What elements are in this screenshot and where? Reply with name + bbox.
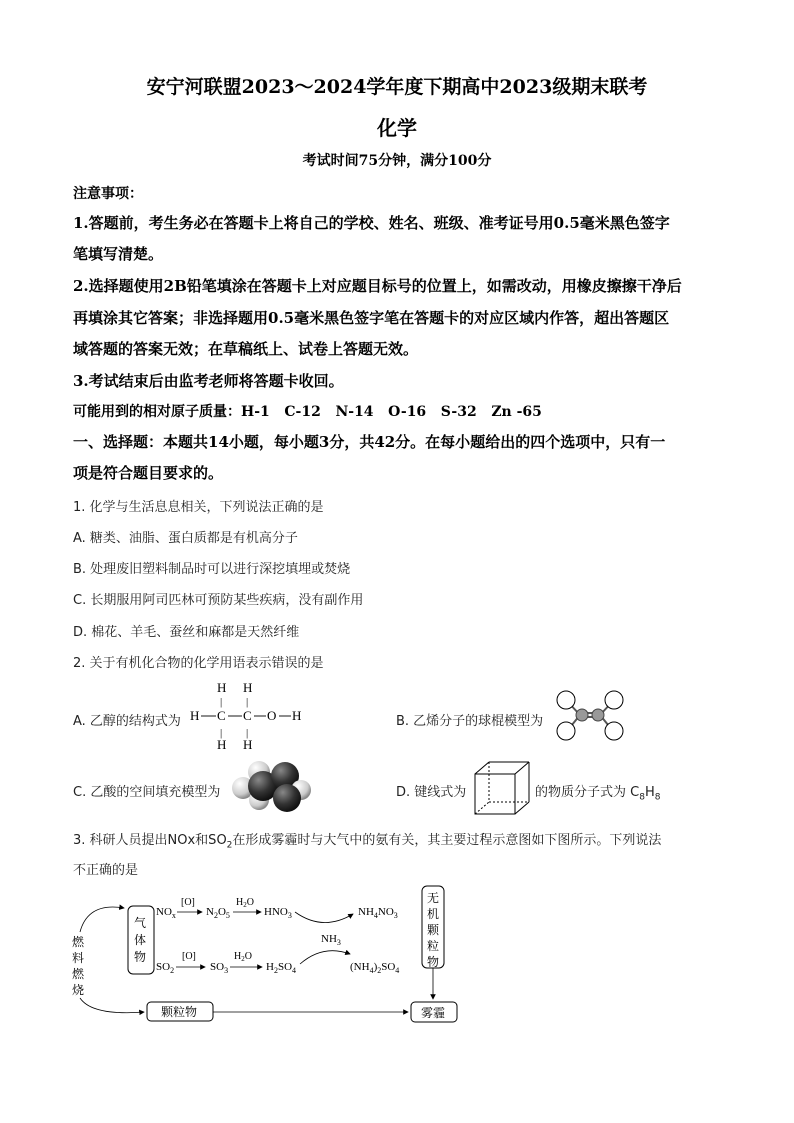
section1-heading-cont: 项是符合题目要求的。 xyxy=(73,464,224,482)
notice-item-1-cont: 笔填写清楚。 xyxy=(73,245,164,263)
svg-text:H: H xyxy=(190,708,200,723)
svg-text:C: C xyxy=(217,708,226,723)
svg-text:[O]: [O] xyxy=(181,897,195,908)
svg-text:颗粒物: 颗粒物 xyxy=(161,1005,198,1019)
q2-stem: 2. 关于有机化合物的化学用语表示错误的是 xyxy=(73,656,324,671)
q1-option-b: B. 处理废旧塑料制品时可以进行深挖填埋或焚烧 xyxy=(73,562,351,577)
svg-text:|: | xyxy=(246,727,249,739)
q2-option-c: C. 乙酸的空间填充模型为 xyxy=(73,785,221,800)
svg-text:H2SO4: $H_2SO_4$ xyxy=(266,961,297,975)
q1-option-d: D. 棉花、羊毛、蚕丝和麻都是天然纤维 xyxy=(73,625,300,640)
svg-text:颗: 颗 xyxy=(427,923,440,937)
svg-text:SO3: $SO_3$ xyxy=(210,961,229,975)
q2-option-d-formula: 的物质分子式为 $C_8H_8$ xyxy=(535,785,661,803)
svg-text:烧: 烧 xyxy=(72,983,85,997)
svg-text:H: H xyxy=(217,737,227,752)
notice-item-2: 2.选择题使用2B铅笔填涂在答题卡上对应题目标号的位置上，如需改动，用橡皮擦擦干净后 xyxy=(73,277,682,295)
q1-option-a: A. 糖类、油脂、蛋白质都是有机高分子 xyxy=(73,531,298,546)
svg-text:料: 料 xyxy=(72,951,85,965)
notice-item-2-cont2: 域答题的答案无效；在草稿纸上、试卷上答题无效。 xyxy=(73,340,419,358)
svg-text:物: 物 xyxy=(427,955,440,969)
q1-option-c: C. 长期服用阿司匹林可预防某些疾病，没有副作用 xyxy=(73,593,364,608)
svg-text:[O]: [O] xyxy=(182,951,196,962)
ethylene-ball-stick-model xyxy=(553,689,628,741)
svg-text:H2O: $H_2O$ xyxy=(234,951,252,963)
svg-text:粒: 粒 xyxy=(427,939,440,953)
svg-text:物: 物 xyxy=(134,950,147,964)
section1-heading: 一、选择题：本题共14小题，每小题3分，共42分。在每小题给出的四个选项中，只有一 xyxy=(73,433,666,451)
q2-option-d-prefix: D. 键线式为 xyxy=(396,785,467,800)
notice-item-2-cont1: 再填涂其它答案；非选择题用0.5毫米黑色签字笔在答题卡的对应区域内作答，超出答题区 xyxy=(73,309,670,327)
svg-text:机: 机 xyxy=(427,907,440,921)
svg-text:无: 无 xyxy=(427,891,440,905)
cubane-line-formula xyxy=(473,760,531,818)
svg-text:H: H xyxy=(292,708,302,723)
exam-info: 考试时间75分钟，满分100分 xyxy=(302,153,492,169)
notice-item-3: 3.考试结束后由监考老师将答题卡收回。 xyxy=(73,372,344,390)
q1-stem: 1. 化学与生活息息相关，下列说法正确的是 xyxy=(73,500,324,515)
exam-title: 安宁河联盟2023～2024学年度下期高中2023级期末联考 xyxy=(146,76,648,98)
acetic-acid-space-filling-model xyxy=(229,758,315,814)
svg-text:(NH4)2SO4: $(NH_4)_2SO_4$ xyxy=(350,961,400,975)
q3-stem-cont: 不正确的是 xyxy=(73,863,139,878)
svg-text:NOx: $NO_x$ xyxy=(156,906,176,920)
q2-option-b: B. 乙烯分子的球棍模型为 xyxy=(396,714,544,729)
svg-text:N2O5: $N_2O_5$ xyxy=(206,906,230,920)
q3-stem: 3. 科研人员提出NOx和$SO_2$在形成雾霾时与大气中的氨有关，其主要过程示意图如下图所示。下列说法 xyxy=(73,833,662,851)
svg-text:SO2: $SO_2$ xyxy=(156,961,175,975)
svg-text:H: H xyxy=(217,680,227,695)
svg-text:|: | xyxy=(220,696,223,708)
svg-text:NH3: $NH_3$ xyxy=(321,933,341,947)
svg-text:C: C xyxy=(243,708,252,723)
svg-text:H: H xyxy=(243,680,253,695)
q2-option-a: A. 乙醇的结构式为 xyxy=(73,714,181,729)
svg-text:|: | xyxy=(246,696,249,708)
svg-text:|: | xyxy=(220,727,223,739)
svg-text:气: 气 xyxy=(134,916,147,930)
svg-text:体: 体 xyxy=(134,933,147,947)
atomic-masses: 可能用到的相对原子质量：H-1 C-12 N-14 O-16 S-32 Zn -65 xyxy=(73,404,542,420)
subject-title: 化学 xyxy=(377,116,417,140)
svg-text:燃: 燃 xyxy=(72,935,85,949)
svg-text:燃: 燃 xyxy=(72,967,85,981)
haze-formation-diagram xyxy=(68,884,468,1029)
svg-text:NH4NO3: $NH_4NO_3$ xyxy=(358,906,398,920)
svg-text:H: H xyxy=(243,737,253,752)
svg-text:H2O: $H_2O$ xyxy=(236,897,254,909)
notice-heading: 注意事项： xyxy=(73,186,143,202)
svg-text:雾霾: 雾霾 xyxy=(421,1006,446,1020)
notice-item-1: 1.答题前，考生务必在答题卡上将自己的学校、姓名、班级、准考证号用0.5毫米黑色签字 xyxy=(73,214,670,232)
svg-text:HNO3: $HNO_3$ xyxy=(264,906,292,920)
ethanol-structure xyxy=(186,678,311,754)
svg-text:O: O xyxy=(267,708,277,723)
